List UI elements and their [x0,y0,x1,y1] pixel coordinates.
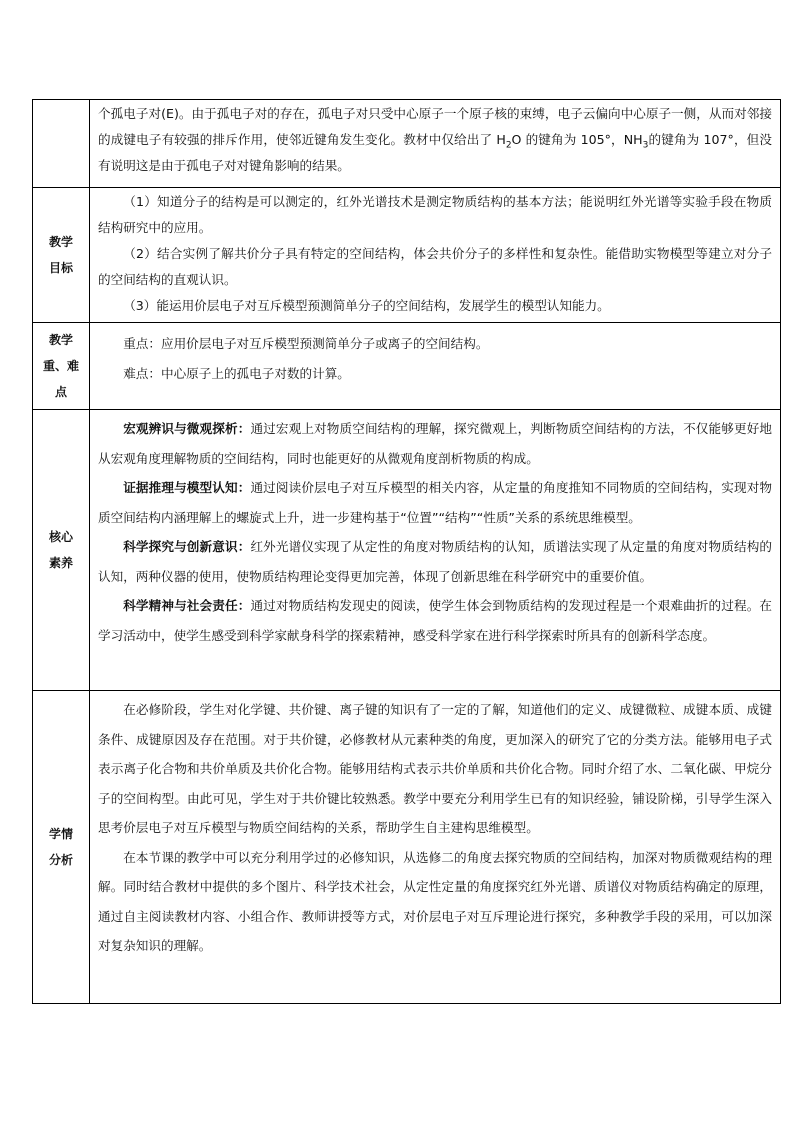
table-row-analysis [33,691,781,1004]
analysis-label-line2: 分析 [48,853,73,867]
table-row-literacy [33,410,781,691]
keypoints-label-line2: 重、难 [42,359,79,373]
literacy-item [98,473,772,532]
literacy-item-text: 通过对物质结构发现史的阅读，使学生体会到物质结构的发现过程是一个艰难曲折的过程。在学习活动中，使学生感受到科学家献身科学的探索精神，感受科学家在进行科学探索时所具有的创新科学态度。 [98,598,773,643]
literacy-label-line2: 素养 [48,556,73,570]
keypoint-item: 重点：应用价层电子对互斥模型预测简单分子或离子的空间结构。 [123,336,489,351]
literacy-item [98,591,772,650]
literacy-label [33,410,90,691]
continuation-text-a: 个孤电子对(E)。由于孤电子对的存在，孤电子对只受中心原子一个原子核的束缚，电子云偏向中心原子一侧，从而对邻接的成键电子有较强的排斥作用，使邻近键角发生变化。教材中仅给出了 H [98,106,772,147]
goal-item: （1）知道分子的结构是可以测定的，红外光谱技术是测定物质结构的基本方法；能说明红外光谱等实验手段在物质结构研究中的应用。 [98,194,772,235]
literacy-label-line1: 核心 [48,530,73,544]
continuation-paragraph [98,101,772,179]
table-row-continuation [33,100,781,188]
literacy-item [98,414,772,473]
h2o-subscript: 2 [505,140,512,151]
keypoints-cell [90,323,781,410]
literacy-item-title: 宏观辨识与微观探析： [123,421,251,436]
goal-item: （2）结合实例了解共价分子具有特定的空间结构，体会共价分子的多样性和复杂性。能借助实物模型等建立对分子的空间结构的直观认识。 [98,246,772,287]
analysis-cell [90,691,781,1004]
goal-item: （3）能运用价层电子对互斥模型预测简单分子的空间结构，发展学生的模型认知能力。 [123,298,610,313]
lesson-plan-table [32,99,781,1004]
nh3-subscript: 3 [642,140,649,151]
table-row-goals [33,188,781,323]
keypoints-label-line1: 教学 [48,333,73,347]
analysis-paragraph: 在本节课的教学中可以充分利用学过的必修知识，从选修二的角度去探究物质的空间结构，加深对物质微观结构的理解。同时结合教材中提供的多个图片、科学技术社会，从定性定量的角度探究红外光谱、质谱仪对物质结构确定的原理，通过自主阅读教材内容、小组合作、教师讲授等方式，对价层电子对互斥理论进行探究，多种教学手段的采用，可以加深对复杂知识的理解。 [98,849,772,953]
analysis-label [33,691,90,1004]
keypoints-label [33,323,90,410]
literacy-item-title: 科学精神与社会责任： [123,598,251,613]
goals-label [33,188,90,323]
literacy-cell [90,410,781,691]
goals-label-line2: 目标 [48,261,73,275]
continuation-cell [90,100,781,188]
goals-label-line1: 教学 [48,235,73,249]
literacy-item-text: 通过阅读价层电子对互斥模型的相关内容，从定量的角度推知不同物质的空间结构，实现对物质空间结构内涵理解上的螺旋式上升，进一步建构基于“位置”“结构”“性质”关系的系统思维模型。 [98,480,773,525]
analysis-paragraph: 在必修阶段，学生对化学键、共价键、离子键的知识有了一定的了解，知道他们的定义、成键微粒、成键本质、成键条件、成键原因及存在范围。对于共价键，必修教材从元素种类的角度，更加深入的研究了它的分类方法。能够用电子式表示离子化合物和共价单质及共价化合物。能够用结构式表示共价单质和共价化合物。同时介绍了水、二氧化碳、甲烷分子的空间构型。由此可见，学生对于共价键比较熟悉。教学中要充分利用学生已有的知识经验，铺设阶梯，引导学生深入思考价层电子对互斥模型与物质空间结构的关系，帮助学生自主建构思维模型。 [98,702,772,835]
literacy-item-title: 证据推理与模型认知： [123,480,251,495]
literacy-item-title: 科学探究与创新意识： [123,539,251,554]
goals-cell [90,188,781,323]
table-row-keypoints [33,323,781,410]
analysis-label-line1: 学情 [48,827,73,841]
keypoints-label-line3: 点 [54,385,67,399]
continuation-text-b: O 的键角为 105°，NH [511,132,643,147]
keypoint-item: 难点：中心原子上的孤电子对数的计算。 [123,366,350,381]
row-label-empty [33,100,90,188]
continuation-text-c: 的键角为 107°，但没有说明这是由于孤电子对对键角影响的结果。 [98,132,772,173]
literacy-item-text: 通过宏观上对物质空间结构的理解，探究微观上，判断物质空间结构的方法，不仅能够更好地从宏观角度理解物质的空间结构，同时也能更好的从微观角度剖析物质的构成。 [98,421,773,466]
literacy-item [98,532,772,591]
literacy-item-text: 红外光谱仪实现了从定性的角度对物质结构的认知，质谱法实现了从定量的角度对物质结构的认知，两种仪器的使用，使物质结构理论变得更加完善，体现了创新思维在科学研究中的重要价值。 [98,539,773,584]
